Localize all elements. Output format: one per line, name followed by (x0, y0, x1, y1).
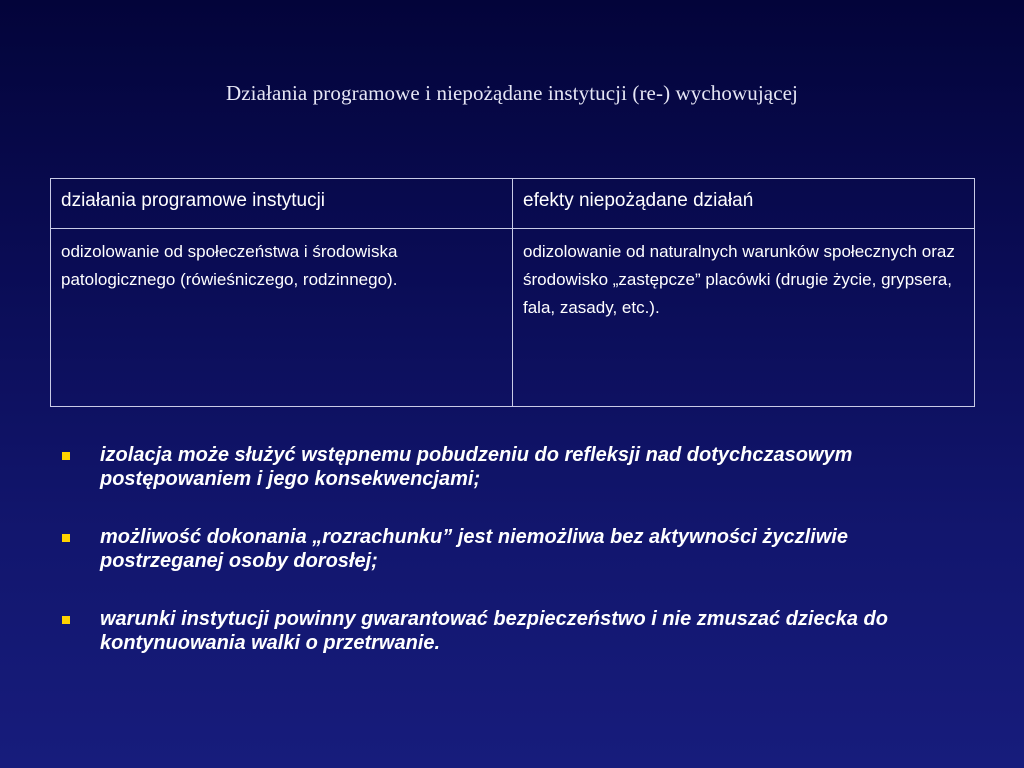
bullet-item (60, 443, 960, 491)
square-bullet-icon (62, 616, 70, 624)
table-header-row (51, 179, 975, 229)
comparison-table (50, 178, 975, 407)
bullet-text: możliwość dokonania „rozrachunku” jest niemożliwa bez aktywności życzliwie postrzeganej osoby dorosłej; (100, 526, 848, 572)
table-cell-undesired-effect: odizolowanie od naturalnych warunków społecznych oraz środowisko „zastępcze” placówki (drugie życie, grypsera, fala, zasady, etc.). (513, 229, 975, 407)
bullet-item (60, 525, 960, 573)
slide-title: Działania programowe i niepożądane instytucji (re-) wychowującej (226, 81, 798, 105)
square-bullet-icon (62, 452, 70, 460)
column-header-programme-actions: działania programowe instytucji (51, 179, 513, 229)
bullet-text: warunki instytucji powinny gwarantować bezpieczeństwo i nie zmuszać dziecka do kontynuowania walki o przetrwanie. (100, 608, 888, 654)
bullet-text: izolacja może służyć wstępnemu pobudzeniu do refleksji nad dotychczasowym postępowaniem i jego konsekwencjami; (100, 444, 853, 490)
square-bullet-icon (62, 534, 70, 542)
bullet-list (60, 443, 960, 689)
column-header-undesired-effects: efekty niepożądane działań (513, 179, 975, 229)
bullet-item (60, 607, 960, 655)
table-row (51, 229, 975, 407)
table-cell-programme-action: odizolowanie od społeczeństwa i środowiska patologicznego (rówieśniczego, rodzinnego). (51, 229, 513, 407)
